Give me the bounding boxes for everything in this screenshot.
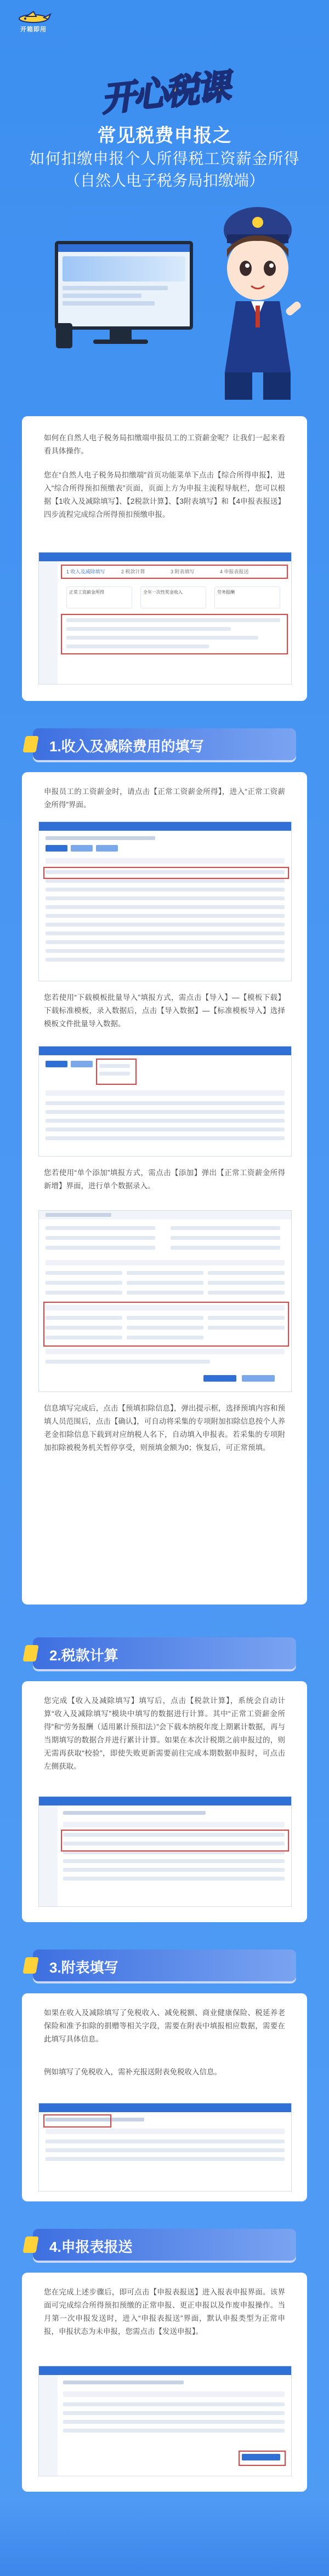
brand-text: 开心税课	[99, 66, 230, 119]
section-3-header	[33, 1950, 296, 1981]
section-3-card	[22, 1993, 307, 2201]
section-4-header	[33, 2229, 296, 2261]
card-salary[interactable]: 正常工资薪金所得	[66, 586, 132, 608]
monitor-base	[93, 340, 148, 344]
monitor-stand	[110, 326, 132, 341]
section-4-title: 4.申报表报送	[49, 2239, 133, 2255]
section-1-card	[22, 772, 307, 1605]
screenshot-import	[38, 1046, 292, 1157]
phone-illustration	[56, 323, 72, 348]
screenshot-salary-list	[38, 821, 292, 981]
section-1-paragraph-2: 您若使用“下载模板批量导入”填报方式，需点击【导入】—【模板下载】下载标准模板，录入数据后，点击【导入数据】—【标准模板导入】选择模板文件批量导入数据。	[44, 993, 285, 1028]
page-subtitle: 如何扣缴申报个人所得税工资薪金所得	[29, 150, 300, 167]
section-1-header	[33, 728, 296, 760]
tax-officer-character	[203, 192, 313, 411]
brand-logo	[10, 10, 57, 33]
section-3-paragraph-2: 例如填写了免税收入，需补充报送附表免税收入信息。	[44, 2068, 222, 2076]
section-2-header	[33, 1637, 296, 1669]
highlight-box-list	[61, 614, 288, 654]
page-subtitle-note: （自然人电子税务局扣缴端）	[64, 172, 264, 189]
highlight-box-submit	[239, 2451, 286, 2466]
screenshot-tax-calc	[38, 1796, 292, 1907]
card-bonus[interactable]: 全年一次性奖金收入	[140, 586, 206, 608]
intro-paragraph-1: 如何在自然人电子税务局扣缴端申报员工的工资薪金呢？让我们一起来看看具体操作。	[44, 434, 285, 455]
highlight-box-salary	[43, 867, 289, 879]
section-2-paragraph-1: 您完成【收入及减除填写】填写后，点击【税款计算】，系统会自动计算“收入及减除填写”模块中填写的数据进行计算。其中“正常工资薪金所得”和“劳务报酬（适用累计预扣法）”会下载本纳税年度上期累计数据，再与当期填写的数据合并进行累计计算。如果在本次计税期之前申报过的，则无需再获取“校验”，即使失败更新需要前往完成本期数据申报时，可点击左侧获取。	[44, 1697, 285, 1770]
section-2-card	[22, 1681, 307, 1922]
page-footer	[0, 2497, 329, 2576]
logo-text: 开箱即用	[20, 26, 47, 33]
section-3-title: 3.附表填写	[49, 1959, 118, 1976]
section-1-paragraph-1: 申报员工的工资薪金时，请点击【正常工资薪金所得】，进入“正常工资薪金所得”界面。	[44, 787, 285, 809]
page-title: 常见税费申报之	[97, 125, 232, 146]
plane-icon	[15, 11, 52, 25]
section-4-card	[22, 2273, 307, 2492]
nav-step-4[interactable]: 4 申报表报送	[220, 569, 249, 574]
highlight-box-calc	[61, 1830, 289, 1852]
highlight-box-attachment	[43, 2114, 111, 2128]
section-1-paragraph-4: 信息填写完成后，点击【预填扣除信息】，弹出提示框，选择预填内容和预填人员范围后，点击【确认】，可自动将采集的专项附加扣除信息按个人养老金扣除信息下载到对应纳税人名下，自动填入申报表。若采集的专项附加扣除被税务机关暂停享受，则预填金额为0；恢复后，可正常预填。	[44, 1404, 285, 1452]
screenshot-attachment	[38, 2103, 292, 2192]
monitor-illustration	[55, 241, 193, 330]
highlight-box-prefill	[43, 1302, 289, 1347]
intro-card	[22, 416, 307, 701]
section-2-title: 2.税款计算	[49, 1647, 118, 1664]
section-1-title: 1.收入及减除费用的填写	[49, 738, 204, 755]
section-1-paragraph-3: 您若使用“单个添加”填报方式，需点击【添加】弹出【正常工资薪金所得新增】界面，进行单个数据录入。	[44, 1169, 285, 1190]
intro-paragraph-2: 您在“自然人电子税务局扣缴端”首页功能菜单下点击【综合所得申报】，进入“综合所得预扣预缴表”页面，页面上方为申报主流程导航栏，您可以根据【1收入及减除填写】、【2税款计算】、【3附表填写】和【4申报表报送】四步流程完成综合所得预扣预缴申报。	[44, 471, 285, 519]
nav-step-2[interactable]: 2 税款计算	[121, 569, 145, 574]
section-3-paragraph-1: 如果在收入及减除填写了免税收入、减免税额、商业健康保险、税延养老保险和准予扣除的捐赠等相关字段，需要在附表中填报相应数据，需要在此填写具体信息。	[44, 2009, 285, 2043]
screenshot-overview	[38, 552, 292, 685]
section-4-paragraph-1: 您在完成上述步骤后，即可点击【申报表报送】进入报表申报界面。该界面可完成综合所得预扣预缴的正常申报、更正申报以及作废申报操作。当月第一次申报发送时，进入“申报表报送”界面，默认申报类型为正常申报，申报状态为未申报，您需点击【发送申报】。	[44, 2288, 285, 2336]
brand-title	[99, 66, 230, 119]
nav-step-3[interactable]: 3 附表填写	[171, 569, 195, 574]
nav-step-1[interactable]: 1 收入及减除填写	[66, 569, 105, 574]
screenshot-add-form	[38, 1210, 292, 1392]
card-labor[interactable]: 劳务报酬	[214, 586, 280, 608]
screenshot-submit	[38, 2366, 292, 2476]
